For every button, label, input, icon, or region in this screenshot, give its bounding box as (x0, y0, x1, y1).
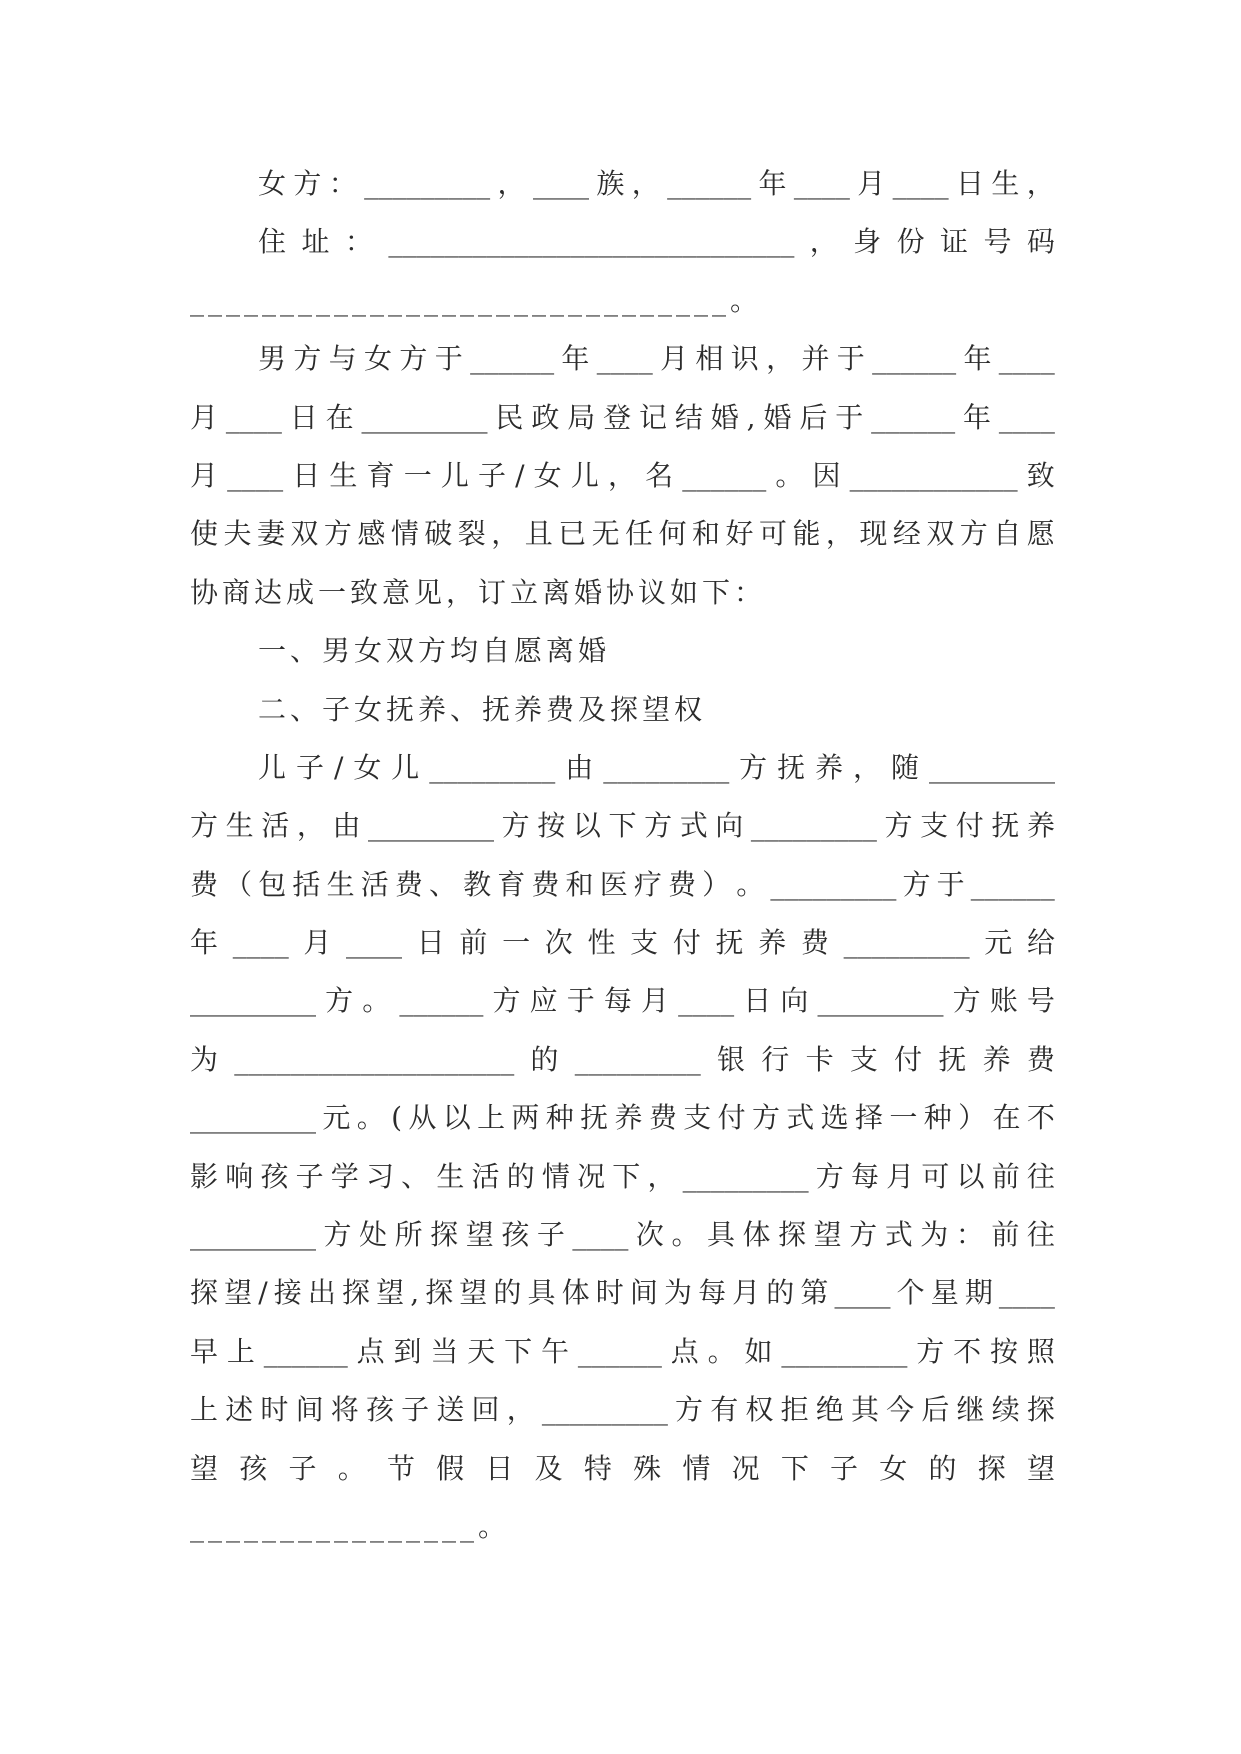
text-line: 二、子女抚养、抚养费及探望权 (258, 692, 707, 726)
text-line: 月 ____ 日 在 _________ 民 政 局 登 记 结 婚 , 婚 后 于 ______ 年 ____ (190, 400, 1055, 434)
text-line: 一、男女双方均自愿离婚 (258, 634, 611, 668)
text-line: 探 望 / 接 出 探 望 , 探 望 的 具 体 时 间 为 每 月 的 第 ____ 个 星 期 ____ (190, 1276, 1055, 1310)
text-line: 为 ____________________ 的 _________ 银 行 卡 支 付 抚 养 费 (190, 1042, 1055, 1076)
text-line: 早 上 ______ 点 到 当 天 下 午 ______ 点 。 如 _________ 方 不 按 照 (190, 1334, 1055, 1368)
text-line: 女 方 ： _________ ， ____ 族 ， ______ 年 ____ 月 ____ 日 生 ， (258, 167, 1055, 200)
text-line: _________ 元 。 ( 从 以 上 两 种 抚 养 费 支 付 方 式 选 择 一 种 ） 在 不 (190, 1101, 1055, 1135)
text-line: _________ 方 处 所 探 望 孩 子 ____ 次 。 具 体 探 望 方 式 为 ： 前 往 (190, 1218, 1055, 1252)
text-line: 使 夫 妻 双 方 感 情 破 裂 ， 且 已 无 任 何 和 好 可 能 ， 现 经 双 方 自 愿 (190, 517, 1055, 551)
text-line: 儿 子 / 女 儿 _________ 由 _________ 方 抚 养 ， 随 _________ (258, 750, 1055, 784)
text-line: ________________。 (190, 1509, 511, 1543)
text-line: 月 ____ 日 生 育 一 儿 子 / 女 儿 ， 名 ______ 。 因 ____________ 致 (190, 458, 1055, 492)
text-line: ______________________________。 (190, 283, 763, 317)
text-line: 男 方 与 女 方 于 ______ 年 ____ 月 相 识 ， 并 于 ______ 年 ____ (258, 342, 1055, 376)
text-line: 望 孩 子 。 节 假 日 及 特 殊 情 况 下 子 女 的 探 望 (190, 1451, 1055, 1485)
text-line: 协商达成一致意见，订立离婚协议如下： (190, 575, 767, 609)
text-line: 方 生 活 ， 由 _________ 方 按 以 下 方 式 向 _________ 方 支 付 抚 养 (190, 809, 1055, 843)
text-line: _________ 方 。 ______ 方 应 于 每 月 ____ 日 向 _________ 方 账 号 (190, 984, 1055, 1018)
text-line: 上 述 时 间 将 孩 子 送 回 ， _________ 方 有 权 拒 绝 其 今 后 继 续 探 (190, 1393, 1055, 1427)
text-line: 费 （ 包 括 生 活 费 、 教 育 费 和 医 疗 费 ） 。 _________ 方 于 ______ (190, 867, 1055, 901)
text-line: 住 址 ： _____________________________ ， 身 份 证 号 码 (258, 225, 1055, 259)
text-line: 年 ____ 月 ____ 日 前 一 次 性 支 付 抚 养 费 _________ 元 给 (190, 926, 1055, 960)
text-line: 影 响 孩 子 学 习 、 生 活 的 情 况 下 ， _________ 方 每 月 可 以 前 往 (190, 1159, 1055, 1193)
document-page (190, 162, 1055, 1563)
